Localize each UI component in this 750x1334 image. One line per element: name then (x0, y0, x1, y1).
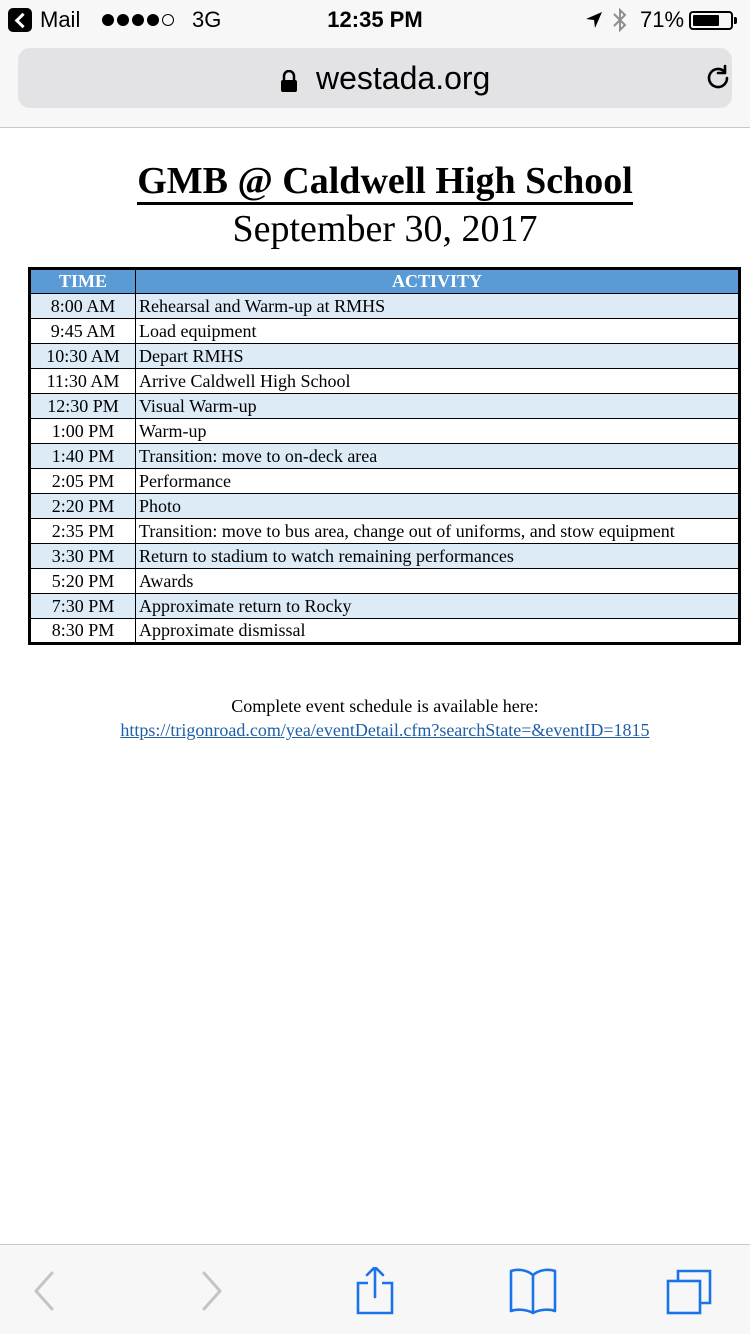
status-bar (0, 0, 750, 40)
schedule-time-cell: 5:20 PM (30, 569, 136, 594)
forward-arrow-icon[interactable] (186, 1267, 236, 1315)
table-row (30, 369, 740, 394)
address-bar[interactable] (18, 48, 732, 108)
table-row (30, 419, 740, 444)
schedule-time-cell: 2:20 PM (30, 494, 136, 519)
schedule-time-cell: 11:30 AM (30, 369, 136, 394)
table-row (30, 469, 740, 494)
page-title (0, 159, 750, 203)
network-type: 3G (192, 7, 222, 32)
battery-percent: 71% (640, 7, 685, 32)
schedule-table (28, 267, 741, 645)
schedule-activity-cell: Approximate return to Rocky (136, 594, 740, 619)
schedule-activity-cell: Warm-up (136, 419, 740, 444)
back-arrow-icon[interactable] (20, 1267, 70, 1315)
share-icon[interactable] (350, 1267, 400, 1315)
schedule-time-cell: 1:40 PM (30, 444, 136, 469)
table-row (30, 294, 740, 319)
page-title-text: GMB @ Caldwell High School (137, 160, 633, 205)
table-row (30, 594, 740, 619)
column-header-time: TIME (30, 269, 136, 294)
schedule-activity-cell: Depart RMHS (136, 344, 740, 369)
table-row (30, 444, 740, 469)
schedule-activity-cell: Arrive Caldwell High School (136, 369, 740, 394)
schedule-table-body (30, 294, 740, 644)
schedule-time-cell: 10:30 AM (30, 344, 136, 369)
table-row (30, 544, 740, 569)
lock-icon (280, 70, 298, 92)
schedule-time-cell: 3:30 PM (30, 544, 136, 569)
schedule-activity-cell: Visual Warm-up (136, 394, 740, 419)
schedule-time-cell: 2:05 PM (30, 469, 136, 494)
schedule-time-cell: 7:30 PM (30, 594, 136, 619)
table-row (30, 569, 740, 594)
table-row (30, 319, 740, 344)
battery-icon (689, 11, 733, 30)
schedule-time-cell: 8:30 PM (30, 619, 136, 644)
schedule-activity-cell: Awards (136, 569, 740, 594)
table-row (30, 394, 740, 419)
schedule-time-cell: 12:30 PM (30, 394, 136, 419)
battery-level (693, 15, 719, 26)
schedule-activity-cell: Performance (136, 469, 740, 494)
schedule-time-cell: 2:35 PM (30, 519, 136, 544)
column-header-activity: ACTIVITY (136, 269, 740, 294)
schedule-activity-cell: Rehearsal and Warm-up at RMHS (136, 294, 740, 319)
table-header-row (30, 269, 740, 294)
schedule-activity-cell: Load equipment (136, 319, 740, 344)
browser-bottom-toolbar (0, 1244, 750, 1334)
back-to-app-label[interactable]: Mail (40, 7, 81, 32)
url-text[interactable]: westada.org (316, 60, 491, 96)
schedule-activity-cell: Photo (136, 494, 740, 519)
schedule-activity-cell: Transition: move to on-deck area (136, 444, 740, 469)
event-schedule-link[interactable]: https://trigonroad.com/yea/eventDetail.cfm?searchState=&eventID=1815 (120, 720, 650, 740)
status-time: 12:35 PM (327, 7, 423, 32)
schedule-time-cell: 1:00 PM (30, 419, 136, 444)
schedule-time-cell: 9:45 AM (30, 319, 136, 344)
table-row (30, 619, 740, 644)
event-schedule-note: Complete event schedule is available here: (231, 696, 539, 716)
browser-top-bar (0, 40, 750, 128)
table-row (30, 344, 740, 369)
schedule-time-cell: 8:00 AM (30, 294, 136, 319)
table-row (30, 519, 740, 544)
schedule-activity-cell: Return to stadium to watch remaining performances (136, 544, 740, 569)
table-row (30, 494, 740, 519)
web-page-content (0, 129, 750, 1244)
page-subtitle: September 30, 2017 (232, 208, 538, 250)
schedule-activity-cell: Approximate dismissal (136, 619, 740, 644)
location-arrow-icon (584, 10, 604, 30)
schedule-activity-cell: Transition: move to bus area, change out of uniforms, and stow equipment (136, 519, 740, 544)
bookmarks-icon[interactable] (508, 1267, 558, 1315)
bluetooth-icon (611, 6, 629, 34)
tabs-icon[interactable] (664, 1267, 714, 1315)
reload-icon[interactable] (704, 64, 732, 92)
